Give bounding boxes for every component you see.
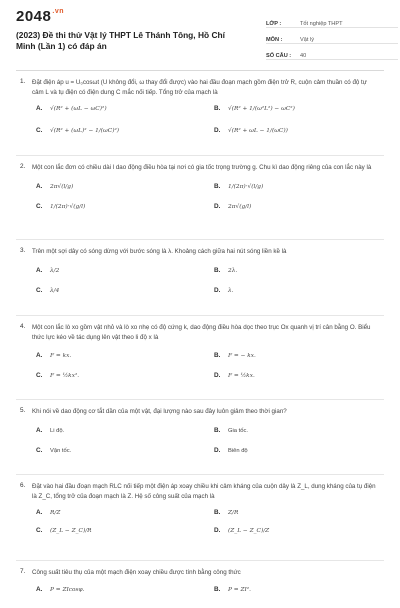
meta-value: Vật lý [300, 37, 314, 43]
option-c[interactable] [36, 527, 92, 534]
question-number: 3. [20, 247, 26, 254]
option-letter: A. [36, 105, 43, 112]
question-number: 7. [20, 568, 26, 575]
question-options [36, 97, 384, 143]
option-letter: B. [214, 105, 221, 112]
meta-row-count [266, 44, 398, 60]
option-text: F = ½kx². [50, 373, 80, 379]
meta-row-class [266, 12, 398, 28]
option-b[interactable] [214, 105, 295, 112]
option-text: √(R² + 1/(ω²L²) − ωC²) [228, 106, 295, 112]
option-b[interactable] [214, 183, 263, 190]
exam-title: (2023) Đề thi thử Vật lý THPT Lê Thánh Tông, Hồ Chí Minh (Lần 1) có đáp án [16, 30, 225, 51]
question-options [36, 173, 384, 219]
option-b[interactable] [214, 509, 238, 516]
option-a[interactable] [36, 509, 60, 516]
question-options [36, 578, 384, 602]
option-b[interactable] [214, 586, 251, 593]
option-text: F = kx. [50, 353, 72, 359]
question-number: 1. [20, 78, 26, 85]
option-text: (Z_L − Z_C)/Z [228, 528, 270, 534]
site-logo[interactable] [16, 8, 64, 25]
meta-value: Tốt nghiệp THPT [300, 21, 343, 27]
option-text: Li độ. [50, 427, 65, 434]
option-text: λ. [228, 287, 234, 294]
option-letter: B. [214, 426, 221, 434]
option-letter: D. [214, 286, 221, 294]
question-options [36, 257, 384, 303]
option-letter: A. [36, 352, 43, 359]
question-number: 2. [20, 163, 26, 170]
meta-label: SỐ CÂU : [266, 53, 292, 59]
exam-header [16, 8, 384, 71]
option-text: R/Z [50, 510, 61, 516]
option-text: 2π√(g/l) [228, 203, 252, 210]
option-text: √(R² + (ωL − ωC)²) [50, 106, 107, 112]
question-number: 5. [20, 407, 26, 414]
question-options [36, 417, 384, 463]
option-letter: A. [36, 509, 43, 516]
option-a[interactable] [36, 352, 71, 359]
option-d[interactable] [214, 372, 255, 379]
question-number: 4. [20, 323, 26, 330]
meta-value: 40 [300, 53, 307, 59]
option-letter: A. [36, 585, 43, 593]
option-letter: D. [214, 202, 221, 210]
logo-suffix: .vn [52, 8, 64, 15]
option-text: λ/2 [50, 267, 60, 274]
option-letter: C. [36, 286, 43, 294]
meta-row-subject [266, 28, 398, 44]
question-4 [16, 316, 384, 400]
option-letter: B. [214, 585, 221, 593]
option-d[interactable] [214, 127, 288, 134]
option-b[interactable] [214, 352, 256, 359]
option-a[interactable] [36, 105, 107, 112]
option-a[interactable] [36, 267, 59, 274]
option-a[interactable] [36, 427, 64, 434]
option-text: Vận tốc. [50, 447, 72, 454]
option-text: F = ½kx. [228, 373, 255, 379]
option-text: Biên độ [228, 447, 248, 454]
option-letter: D. [214, 446, 221, 454]
question-stem: Đặt vào hai đầu đoạn mạch RLC nối tiếp một điện áp xoay chiều khi cảm kháng của cuộn dây là Z_L, dung kháng của tụ điện là Z_C, tổng trở của đoạn mạch là Z. Hệ số công suất của mạch là [32, 483, 376, 500]
option-text: λ/4 [50, 287, 60, 294]
option-c[interactable] [36, 447, 71, 454]
option-text: √(R² + ωL − 1/(ωC)) [228, 128, 288, 134]
option-letter: B. [214, 266, 221, 274]
logo-text: 2048 [16, 8, 52, 25]
option-letter: C. [36, 446, 43, 454]
option-text: 2λ. [228, 267, 238, 274]
question-3 [16, 240, 384, 316]
question-stem: Công suất tiêu thụ của một mạch điện xoay chiều được tính bằng công thức [32, 569, 241, 576]
option-c[interactable] [36, 203, 85, 210]
option-c[interactable] [36, 287, 59, 294]
question-stem: Trên một sợi dây có sóng dừng với bước sóng là λ. Khoảng cách giữa hai nút sóng liền kề là [32, 248, 287, 255]
option-text: Z/R [228, 510, 239, 516]
option-text: √(R² + (ωL)² − 1/(ωC)²) [50, 128, 120, 134]
option-text: P = ZIcosφ. [50, 586, 85, 593]
meta-label: MÔN : [266, 37, 283, 43]
exam-meta [266, 12, 398, 60]
meta-label: LỚP : [266, 21, 282, 27]
question-stem: Đặt điện áp u = U₀cosωt (U không đổi, ω thay đổi được) vào hai đầu đoạn mạch gồm điện trở R, cuộn cảm thuần có độ tự cảm L và tụ điện có điện dung C mắc nối tiếp. Tổng trở của mạch là [32, 79, 367, 96]
option-letter: D. [214, 527, 221, 534]
option-letter: D. [214, 127, 221, 134]
question-2 [16, 156, 384, 240]
option-text: F = − kx. [228, 353, 256, 359]
option-letter: B. [214, 509, 221, 516]
question-number: 6. [20, 482, 26, 489]
option-letter: B. [214, 352, 221, 359]
option-d[interactable] [214, 287, 234, 294]
option-letter: C. [36, 202, 43, 210]
option-letter: C. [36, 127, 43, 134]
option-letter: A. [36, 182, 43, 190]
question-options [36, 342, 384, 388]
option-d[interactable] [214, 203, 251, 210]
option-a[interactable] [36, 183, 73, 190]
option-letter: D. [214, 372, 221, 379]
option-letter: B. [214, 182, 221, 190]
option-text: 1/(2π)·√(g/l) [50, 203, 86, 210]
option-text: P = ZI². [228, 586, 251, 593]
question-stem: Một con lắc lò xo gồm vật nhỏ và lò xo nhẹ có độ cứng k, dao động điều hòa dọc theo trục Ox quanh vị trí cân bằng O. Biểu thức lực kéo về tác dụng lên vật theo li độ x là [32, 324, 371, 341]
option-c[interactable] [36, 127, 119, 134]
option-letter: A. [36, 266, 43, 274]
option-a[interactable] [36, 586, 84, 593]
question-1 [16, 71, 384, 156]
option-text: (Z_L − Z_C)/R [50, 528, 92, 534]
option-d[interactable] [214, 447, 248, 454]
option-letter: C. [36, 372, 43, 379]
option-b[interactable] [214, 267, 237, 274]
option-d[interactable] [214, 527, 269, 534]
question-6 [16, 475, 384, 561]
question-stem: Một con lắc đơn có chiều dài l dao động điều hòa tại nơi có gia tốc trọng trường g. Chu kì dao động riêng của con lắc này là [32, 164, 372, 171]
question-options [36, 501, 384, 547]
question-7 [16, 561, 384, 608]
option-text: Gia tốc. [228, 427, 248, 434]
option-text: 2π√(l/g) [50, 183, 74, 190]
option-letter: A. [36, 426, 43, 434]
option-c[interactable] [36, 372, 79, 379]
option-letter: C. [36, 527, 43, 534]
option-b[interactable] [214, 427, 248, 434]
question-5 [16, 400, 384, 475]
option-text: 1/(2π)·√(l/g) [228, 183, 264, 190]
question-stem: Khi nói về dao động cơ tắt dần của một vật, đại lượng nào sau đây luôn giảm theo thời gian? [32, 408, 287, 415]
